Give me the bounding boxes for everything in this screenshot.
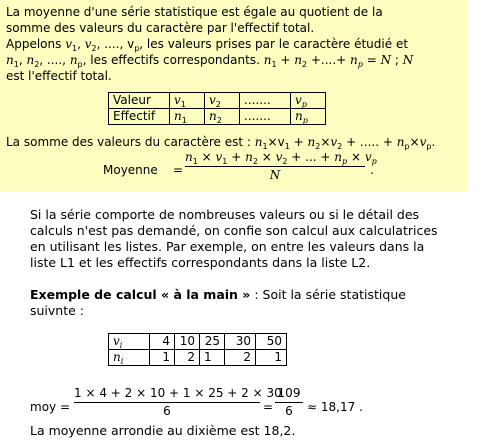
formula-equals: = bbox=[173, 163, 184, 177]
table-cell: $v_1$ bbox=[170, 93, 205, 109]
body-line-3: en utilisant les listes. Par exemple, on entre les valeurs dans la bbox=[30, 239, 425, 254]
fraction-bar bbox=[275, 402, 303, 403]
table-cell: 1 bbox=[256, 350, 287, 366]
table-cell: 2 bbox=[175, 350, 200, 366]
fraction-bar bbox=[185, 166, 365, 167]
table-cell: 30 bbox=[225, 334, 256, 350]
table-cell: 1 bbox=[200, 350, 225, 366]
example-heading: Exemple de calcul « à la main » bbox=[30, 287, 251, 302]
count-header: Effectif bbox=[109, 109, 170, 125]
result-fraction bbox=[275, 386, 303, 419]
table-cell: $n_p$ bbox=[291, 109, 326, 125]
sum-line: La somme des valeurs du caractère est : $n_1\times v_1 + n_2\times v_2$ + ..... + $n_p\times v_p$. bbox=[6, 135, 436, 151]
table-cell: 1 bbox=[150, 350, 175, 366]
intro-line-2: somme des valeurs du caractère par l'effectif total. bbox=[6, 21, 315, 35]
count-row bbox=[109, 109, 326, 125]
values-row bbox=[109, 334, 287, 350]
fraction-bar bbox=[74, 402, 260, 403]
intro-line-1: La moyenne d'une série statistique est égale au quotient de la bbox=[6, 5, 383, 19]
body-line-1: Si la série comporte de nombreuses valeurs ou si le détail des bbox=[30, 207, 420, 222]
table-cell: 2 bbox=[225, 350, 256, 366]
intro-line-4: $n_1$, $n_2$, ...., $n_p$, les effectifs correspondants. $n_1 + n_2$ +....+ $n_p = N$ ; N bbox=[6, 53, 414, 69]
result-numerator: 109 bbox=[277, 386, 301, 400]
formula-label: Moyenne bbox=[103, 163, 158, 177]
table-cell: 25 bbox=[200, 334, 225, 350]
definition-table bbox=[108, 92, 326, 125]
fraction-denominator: N bbox=[269, 168, 281, 182]
body-line-4: liste L1 et les effectifs correspondants dans la liste L2. bbox=[30, 255, 371, 270]
values-header: $v_i$ bbox=[109, 334, 150, 350]
table-cell: $n_1$ bbox=[170, 109, 205, 125]
example-line-1: Exemple de calcul « à la main » : Soit la série statistique bbox=[30, 287, 406, 302]
calc-denominator: 6 bbox=[163, 404, 171, 418]
counts-header: $n_i$ bbox=[109, 350, 150, 366]
calc-label: moy = bbox=[30, 400, 71, 414]
intro-line-3: Appelons $v_1$, $v_2$, ...., $v_p$, les valeurs prises par le caractère étudié et bbox=[6, 37, 409, 53]
fraction-numerator: $n_1 \times v_1 + n_2 \times v_2$ + ... + $n_p \times v_p$ bbox=[185, 150, 377, 166]
table-cell: ....... bbox=[240, 93, 291, 109]
table-cell: $v_2$ bbox=[205, 93, 240, 109]
table-cell: $n_2$ bbox=[205, 109, 240, 125]
value-row bbox=[109, 93, 326, 109]
counts-row bbox=[109, 350, 287, 366]
calc-fraction bbox=[74, 386, 282, 419]
example-line-2: suivnte : bbox=[30, 303, 85, 318]
result-denominator: 6 bbox=[285, 404, 293, 418]
intro-line-5: est l'effectif total. bbox=[6, 69, 112, 83]
conclusion: La moyenne arrondie au dixième est 18,2. bbox=[30, 423, 296, 438]
mean-fraction bbox=[185, 150, 377, 183]
value-header: Valeur bbox=[109, 93, 170, 109]
calc-eq: = bbox=[263, 400, 274, 414]
calc-approx: ≈ 18,17 . bbox=[307, 400, 363, 414]
formula-end: . bbox=[370, 163, 374, 177]
table-cell: $v_p$ bbox=[291, 93, 326, 109]
calc-numerator: 1 × 4 + 2 × 10 + 1 × 25 + 2 × 30 bbox=[74, 386, 282, 400]
table-cell: 50 bbox=[256, 334, 287, 350]
example-table bbox=[108, 333, 287, 366]
table-cell: 10 bbox=[175, 334, 200, 350]
table-cell: 4 bbox=[150, 334, 175, 350]
table-cell: ....... bbox=[240, 109, 291, 125]
body-line-2: calculs n'est pas demandé, on confie son calcul aux calculatrices bbox=[30, 223, 438, 238]
